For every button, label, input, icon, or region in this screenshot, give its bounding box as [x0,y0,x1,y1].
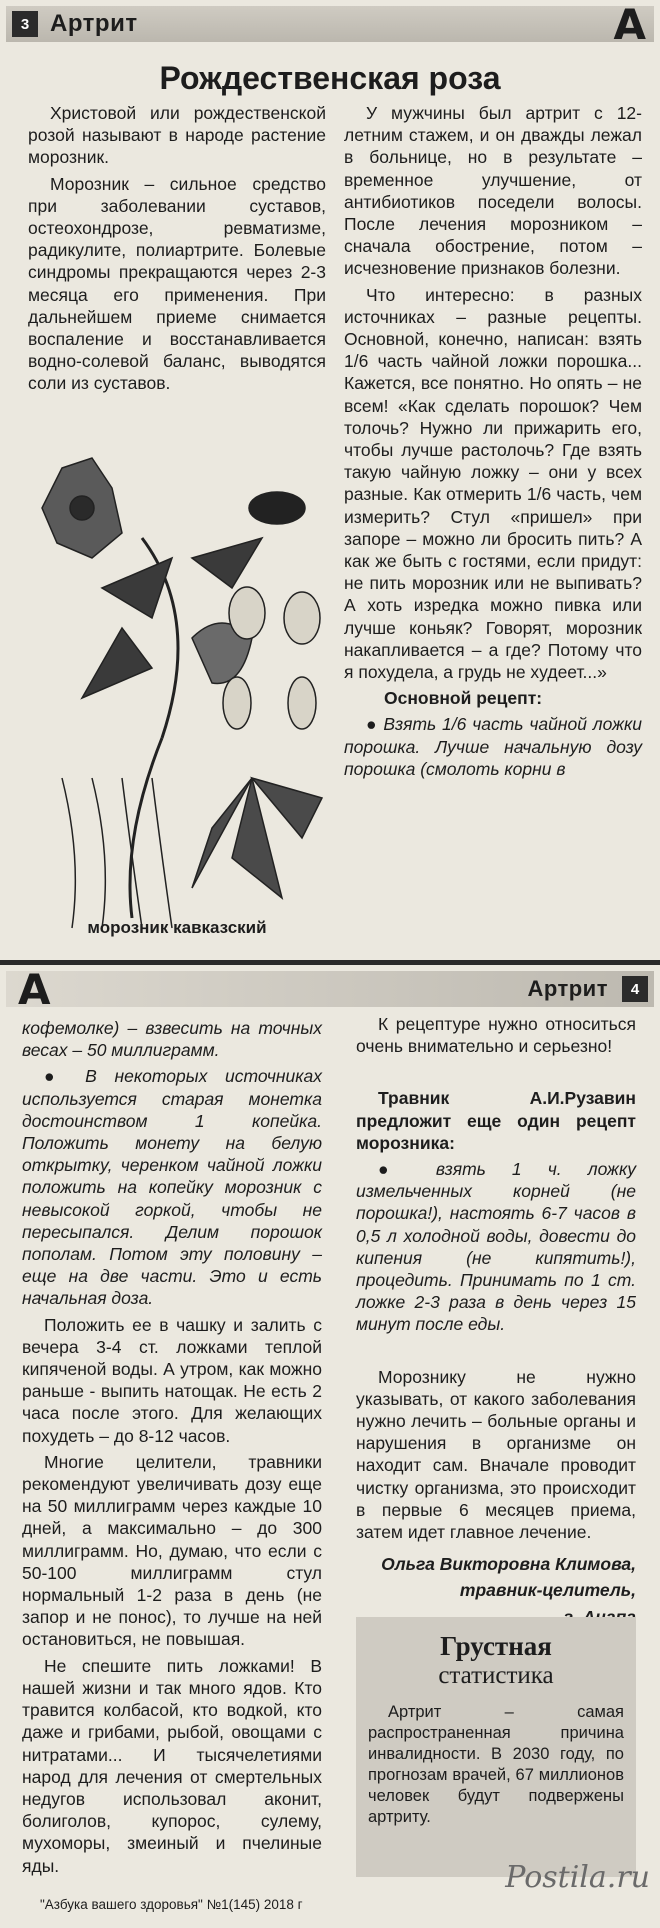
page-4 [0,965,660,1928]
herbalist-recipe: ● взять 1 ч. ложку измельченных корней (не порошка!), настоять 6-7 часов в 0,5 л холодной воды, довести до кипения (не кипятить!), процедить. Принимать по 1 ст. ложке 2-3 раза в день через 15 минут после еды. [356,1159,636,1335]
statistics-box [356,1617,636,1877]
page-number: 4 [622,976,648,1002]
title-regular: Рождественская [159,60,429,96]
herbalist-heading: Травник А.И.Рузавин предложит еще один рецепт морозника: [356,1088,636,1153]
box-text: Артрит – самая распространенная причина инвалидности. В 2030 году, по прогнозам врачей, 67 миллионов человек будут подвержены артриту. [368,1703,624,1826]
title-bold: роза [428,60,501,96]
paragraph: Не спешите пить ложками! В нашей жизни и так много ядов. Кто травится колбасой, кто водкой, кто даже и грибами, рыбой, овощами с нитратами... И тысячелетиями народ для лечения от смертельных недугов использовал аконит, болиголов, купорос, сулему, мухоморы, змеиный и пчелиные яды. [22,1655,322,1876]
paragraph: Христовой или рождественской розой называют в народе растение морозник. [28,103,326,168]
paragraph: Морозник – сильное средство при заболевании суставов, остеохондрозе, ревматизме, радикулите, полиартрите. Болевые синдромы прекращаются через 2-3 месяца его применения. При дальнейшем приеме снимается воспаление и восстанавливается водно-солевой баланс, выводятся соли из суставов. [28,173,326,394]
recipe-text: ● Взять 1/6 часть чайной ложки порошка. Лучше начальную дозу порошка (смолоть корни в [344,714,642,779]
author-name: Ольга Викторовна Климова, [381,1554,636,1575]
paragraph: Что интересно: в разных источниках – разные рецепты. Основной, конечно, написан: взять 1/6 часть чайной ложки порошка... Кажется, все понятно. Но опять – не всем! «Как сделать порошок? Чем толочь? Нужно ли прижарить его, чтобы лучше растолочь? Где взять такую чайную ложку – они у всех разные. Как отмерить 1/6 часть, чем измерить? Стул «пришел» при запоре – можно ли бросить пить? А как же быть с гостями, если придут: не пить морозник или не выпивать? А хоть изредка можно пивка или лучше коньяк? Говорят, морозник накапливается – а где? Потому что я похудела, а грудь не худеет...» [344,284,642,683]
hellebore-illustration [22,438,327,933]
box-title: Грустная [440,1631,552,1661]
section-letter: А [613,0,646,49]
column-left [28,102,326,399]
box-subtitle: статистика [438,1662,554,1689]
watermark-text: Postila.ru [505,1860,650,1895]
paragraph: Многие целители, травники рекомендуют увеличивать дозу еще на 50 миллиграмм через каждые 10 дней, а максимально – до 300 миллиграмм. Но, думаю, что если с 50-100 миллиграмм стул нормальный 1-2 раза в день (не запор и не понос), то лучше на ней остановиться, не повышая. [22,1451,322,1650]
paragraph: ● В некоторых источниках используется старая монетка достоинством 1 копейка. Положить монету на белую открытку, черенком чайной ложки положить на копейку морозник с невысокой горкой, чтобы не пересыпался. Делим порошок пополам. Потом эту половину – еще на две части. Это и есть начальная доза. [22,1066,322,1309]
section-title: Артрит [50,10,138,37]
page-header [6,0,654,49]
page-header [6,964,654,1014]
article-title [0,60,660,97]
section-title: Артрит [527,976,608,1001]
column-right [344,102,642,784]
recipe-heading: Основной рецепт: [384,688,543,709]
column-right [356,1013,636,1632]
paragraph: кофемолке) – взвесить на точных весах – 50 миллиграмм. [22,1018,322,1061]
paragraph: Положить ее в чашку и залить с вечера 3-4 ст. ложками теплой кипяченой воды. А утром, как можно раньше - выпить натощак. Не есть 2 часа после этого. Для желающих похудеть – до 8-12 часов. [22,1314,322,1446]
paragraph: Морознику не нужно указывать, от какого заболевания нужно лечить – больные органы и нарушения в организме он находит сам. Вначале проводит чистку организма, это происходит в первые 6 месяцев приема, затем идет главное лечение. [356,1366,636,1543]
illustration-caption: морозник кавказский [87,918,267,937]
paragraph: К рецептуре нужно относиться очень внимательно и серьезно! [356,1014,636,1057]
section-letter: А [18,964,51,1014]
watermark [505,1860,650,1895]
page-number: 3 [12,11,38,37]
publication-footer: "Азбука вашего здоровья" №1(145) 2018 г [40,1897,303,1912]
author-role: травник-целитель, [459,1580,636,1601]
paragraph: У мужчины был артрит с 12-летним стажем, и он дважды лежал в больнице, но в результате – временное улучшение, от антибиотиков поседели волосы. После лечения морозником – сначала обострение, потом – исчезновение признаков болезни. [344,103,642,279]
column-left [22,1017,322,1881]
